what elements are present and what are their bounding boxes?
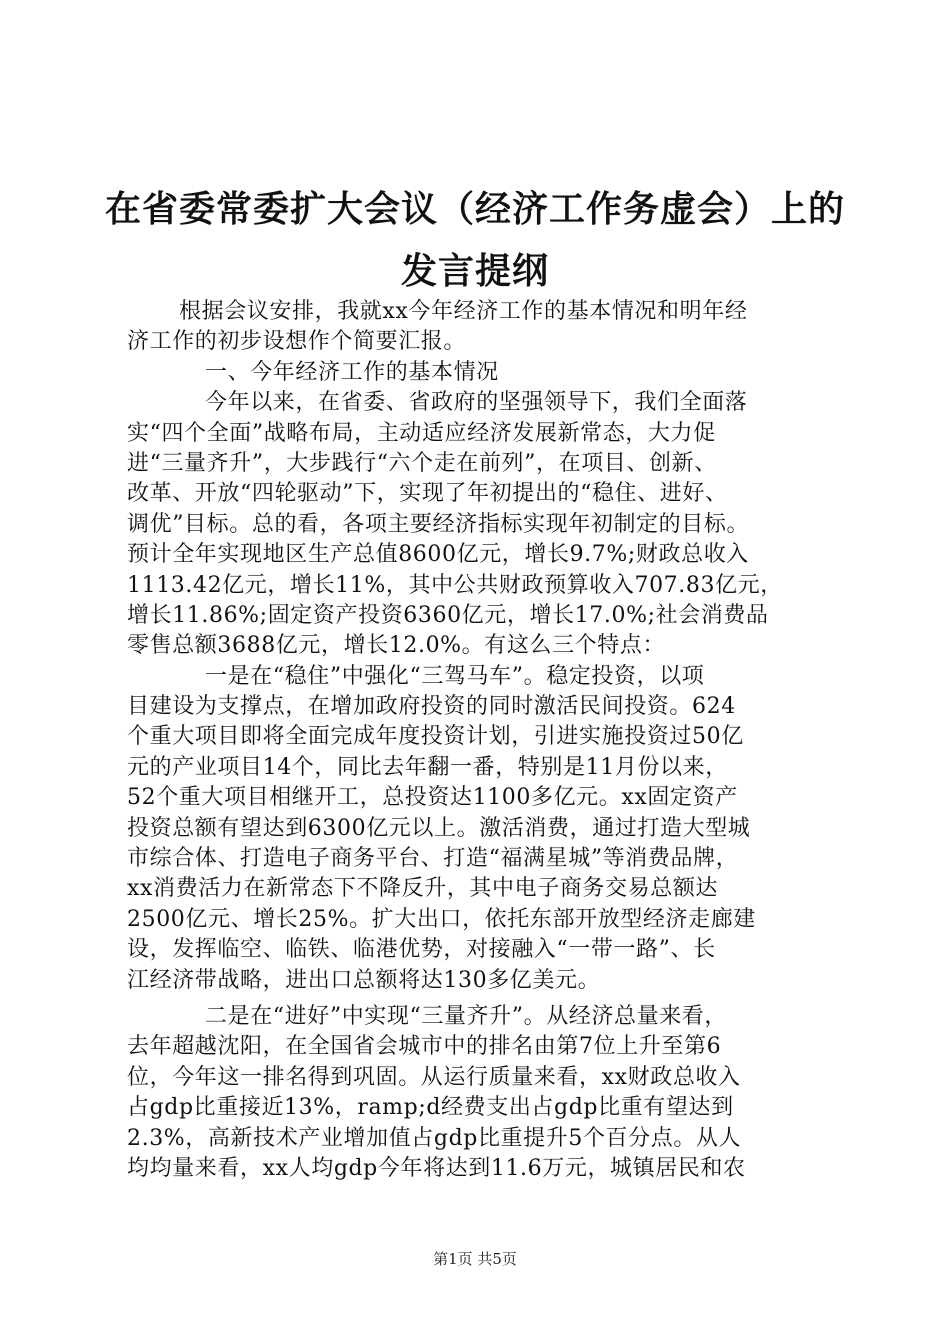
paragraph-line: 一是在“稳住”中强化“三驾马车”。稳定投资，以项 [205, 663, 705, 689]
title-line-2: 发言提纲 [400, 250, 549, 292]
paragraph-line: 根据会议安排，我就xx今年经济工作的基本情况和明年经 [179, 299, 748, 324]
title-line-1: 在省委常委扩大会议（经济工作务虚会）上的 [104, 188, 845, 230]
paragraph-line: 占gdp比重接近13%，ramp;d经费支出占gdp比重有望达到 [127, 1095, 734, 1121]
paragraph-line: 改革、开放“四轮驱动”下，实现了年初提出的“稳住、进好、 [127, 481, 728, 507]
document-title [95, 178, 855, 302]
paragraph-line: 2500亿元、增长25%。扩大出口，依托东部开放型经济走廊建 [127, 906, 756, 932]
paragraph-line: 元的产业项目14个，同比去年翻一番，特别是11月份以来， [127, 754, 728, 780]
document-body [127, 297, 835, 1184]
paragraph-line: 市综合体、打造电子商务平台、打造“福满星城”等消费品牌， [127, 846, 739, 872]
paragraph-line: 今年以来，在省委、省政府的坚强领导下，我们全面落 [205, 390, 748, 416]
paragraph-line: 调优”目标。总的看，各项主要经济指标实现年初制定的目标。 [127, 511, 750, 537]
paragraph-line: 设，发挥临空、临铁、临港优势，对接融入“一带一路”、长 [127, 937, 716, 963]
section-heading: 一、今年经济工作的基本情况 [205, 359, 499, 385]
paragraph-line: 位，今年这一排名得到巩固。从运行质量来看，xx财政总收入 [127, 1064, 741, 1090]
paragraph-line: 去年超越沈阳，在全国省会城市中的排名由第7位上升至第6 [127, 1034, 722, 1060]
paragraph-line: 济工作的初步设想作个简要汇报。 [127, 329, 467, 355]
page-number-footer: 第1页 共5页 [433, 1250, 517, 1268]
paragraph-line: 1113.42亿元，增长11%，其中公共财政预算收入707.83亿元， [127, 572, 783, 598]
paragraph-line: 个重大项目即将全面完成年度投资计划，引进实施投资过50亿 [127, 724, 744, 750]
paragraph-line: 均均量来看，xx人均gdp今年将达到11.6万元，城镇居民和农 [127, 1155, 746, 1181]
paragraph-line: 进“三量齐升”，大步践行“六个走在前列”，在项目、创新、 [127, 450, 717, 476]
paragraph-line: 2.3%，高新技术产业增加值占gdp比重提升5个百分点。从人 [127, 1125, 742, 1151]
paragraph-line: 增长11.86%;固定资产投资6360亿元，增长17.0%;社会消费品 [127, 602, 769, 628]
paragraph-line: 预计全年实现地区生产总值8600亿元，增长9.7%;财政总收入 [127, 542, 749, 568]
paragraph-line: 零售总额3688亿元，增长12.0%。有这么三个特点： [127, 633, 666, 659]
paragraph-line: 投资总额有望达到6300亿元以上。激活消费，通过打造大型城 [127, 815, 751, 841]
paragraph-line: 目建设为支撑点，在增加政府投资的同时激活民间投资。624 [127, 694, 736, 720]
paragraph-line: 二是在“进好”中实现“三量齐升”。从经济总量来看， [205, 1003, 727, 1029]
paragraph-line: 52个重大项目相继开工，总投资达1100多亿元。xx固定资产 [127, 785, 738, 811]
paragraph-line: 江经济带战略，进出口总额将达130多亿美元。 [127, 967, 601, 993]
paragraph-line: xx消费活力在新常态下不降反升，其中电子商务交易总额达 [127, 876, 719, 902]
paragraph-line: 实“四个全面”战略布局，主动适应经济发展新常态，大力促 [127, 420, 716, 446]
